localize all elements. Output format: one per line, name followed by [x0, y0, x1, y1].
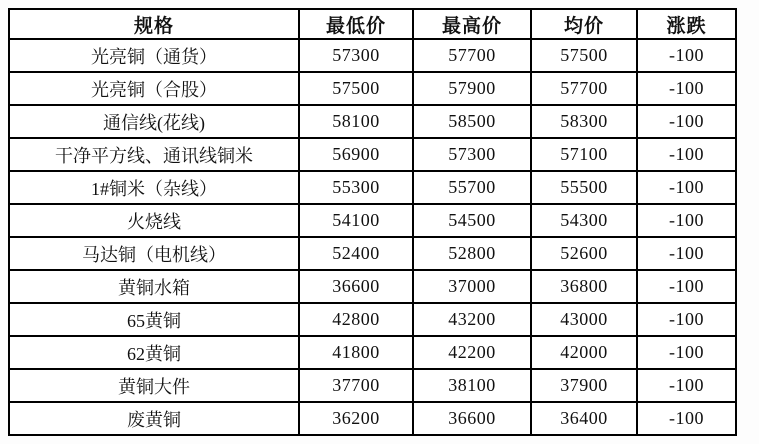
spec-cell: 65黄铜 — [9, 303, 299, 336]
low-cell: 55300 — [299, 171, 413, 204]
spec-cell: 光亮铜（通货） — [9, 39, 299, 72]
low-cell: 36600 — [299, 270, 413, 303]
spec-cell: 光亮铜（合股） — [9, 72, 299, 105]
change-cell: -100 — [637, 402, 736, 435]
change-cell: -100 — [637, 105, 736, 138]
change-cell: -100 — [637, 39, 736, 72]
high-cell: 57900 — [413, 72, 531, 105]
avg-cell: 57700 — [531, 72, 637, 105]
high-cell: 42200 — [413, 336, 531, 369]
header-cell-spec: 规格 — [9, 9, 299, 39]
header-row — [9, 9, 736, 39]
table-row — [9, 270, 736, 303]
avg-cell: 57100 — [531, 138, 637, 171]
spec-cell: 62黄铜 — [9, 336, 299, 369]
avg-cell: 43000 — [531, 303, 637, 336]
table-row — [9, 204, 736, 237]
table-row — [9, 303, 736, 336]
low-cell: 41800 — [299, 336, 413, 369]
high-cell: 38100 — [413, 369, 531, 402]
spec-cell: 干净平方线、通讯线铜米 — [9, 138, 299, 171]
change-cell: -100 — [637, 237, 736, 270]
header-cell-high: 最高价 — [413, 9, 531, 39]
high-cell: 54500 — [413, 204, 531, 237]
avg-cell: 54300 — [531, 204, 637, 237]
high-cell: 57700 — [413, 39, 531, 72]
price-table-container — [8, 8, 737, 436]
low-cell: 54100 — [299, 204, 413, 237]
spec-cell: 废黄铜 — [9, 402, 299, 435]
low-cell: 57500 — [299, 72, 413, 105]
metal-price-table — [8, 8, 737, 436]
spec-cell: 黄铜水箱 — [9, 270, 299, 303]
low-cell: 57300 — [299, 39, 413, 72]
change-cell: -100 — [637, 369, 736, 402]
avg-cell: 36400 — [531, 402, 637, 435]
high-cell: 52800 — [413, 237, 531, 270]
spec-cell: 马达铜（电机线） — [9, 237, 299, 270]
avg-cell: 58300 — [531, 105, 637, 138]
avg-cell: 37900 — [531, 369, 637, 402]
avg-cell: 36800 — [531, 270, 637, 303]
low-cell: 56900 — [299, 138, 413, 171]
table-row — [9, 72, 736, 105]
table-row — [9, 369, 736, 402]
header-cell-avg: 均价 — [531, 9, 637, 39]
high-cell: 37000 — [413, 270, 531, 303]
low-cell: 52400 — [299, 237, 413, 270]
table-row — [9, 336, 736, 369]
table-row — [9, 237, 736, 270]
avg-cell: 57500 — [531, 39, 637, 72]
change-cell: -100 — [637, 138, 736, 171]
spec-cell: 1#铜米（杂线） — [9, 171, 299, 204]
table-row — [9, 402, 736, 435]
table-row — [9, 39, 736, 72]
avg-cell: 55500 — [531, 171, 637, 204]
change-cell: -100 — [637, 303, 736, 336]
avg-cell: 42000 — [531, 336, 637, 369]
high-cell: 55700 — [413, 171, 531, 204]
high-cell: 57300 — [413, 138, 531, 171]
high-cell: 36600 — [413, 402, 531, 435]
spec-cell: 通信线(花线) — [9, 105, 299, 138]
change-cell: -100 — [637, 336, 736, 369]
avg-cell: 52600 — [531, 237, 637, 270]
table-row — [9, 105, 736, 138]
low-cell: 42800 — [299, 303, 413, 336]
change-cell: -100 — [637, 171, 736, 204]
low-cell: 58100 — [299, 105, 413, 138]
change-cell: -100 — [637, 204, 736, 237]
table-row — [9, 138, 736, 171]
spec-cell: 火烧线 — [9, 204, 299, 237]
high-cell: 58500 — [413, 105, 531, 138]
change-cell: -100 — [637, 72, 736, 105]
header-cell-low: 最低价 — [299, 9, 413, 39]
high-cell: 43200 — [413, 303, 531, 336]
low-cell: 37700 — [299, 369, 413, 402]
table-row — [9, 171, 736, 204]
header-cell-change: 涨跌 — [637, 9, 736, 39]
low-cell: 36200 — [299, 402, 413, 435]
change-cell: -100 — [637, 270, 736, 303]
spec-cell: 黄铜大件 — [9, 369, 299, 402]
